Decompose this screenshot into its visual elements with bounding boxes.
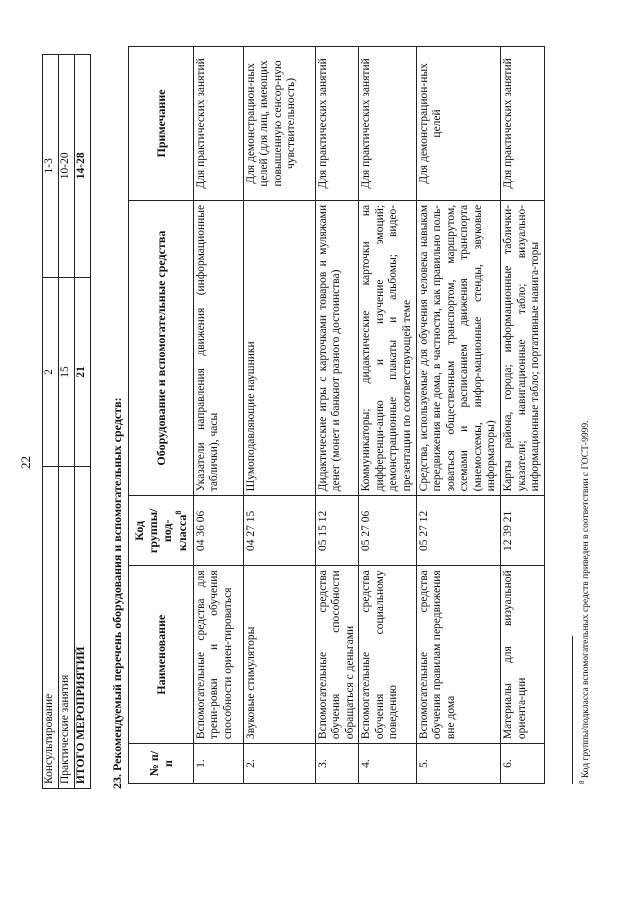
cell-num: 5. bbox=[416, 744, 500, 784]
table-row bbox=[59, 55, 75, 789]
cell-code: 04 27 15 bbox=[243, 496, 315, 566]
header-equipment: Оборудование и вспомогательные средства bbox=[129, 200, 194, 495]
cell-code: 05 27 06 bbox=[359, 496, 416, 566]
cell-note: Для демонстрацион-ных целей (для лиц, имеющих повышенную сенсор-ную чувствительность) bbox=[243, 47, 315, 201]
cell-name: Материалы для визуальной ориента-ции bbox=[500, 566, 544, 744]
row-label: Практические занятия bbox=[59, 467, 75, 789]
cell-num: 2. bbox=[243, 744, 315, 784]
footnote-text: Код группы/подкласса вспомогательных средств приведен в соответствии с ГОСТ-9999. bbox=[581, 420, 592, 779]
cell-num: 1. bbox=[193, 744, 243, 784]
header-code: Код группы/под-класса$^8$ bbox=[129, 496, 194, 566]
table-row bbox=[193, 47, 243, 784]
cell-equipment: Средства, используемые для обучения человека навыкам передвижения вне дома, в частности, как правильно поль-зоваться общественным транспортом, маршрутом, схемами и расписанием движения транспорта (мнемосхемы, инфор-мационные стенды, звуковые информаторы) bbox=[416, 200, 500, 495]
cell-name: Звуковые стимуляторы bbox=[243, 566, 315, 744]
cell-equipment: Карты района, города; информационные таблички-указатели; навигационные табло; визуально-информационные табло; портативные навига-торы bbox=[500, 200, 544, 495]
footnote bbox=[578, 421, 591, 784]
cell-name: Вспомогательные средства обучения способности обращаться с деньгами bbox=[315, 566, 359, 744]
table-row bbox=[500, 47, 544, 784]
cell-note: Для практических занятий bbox=[315, 47, 359, 201]
header-note: Примечание bbox=[129, 47, 194, 201]
cell-code: 04 36 06 bbox=[193, 496, 243, 566]
row-label: ИТОГО МЕРОПРИЯТИЙ bbox=[75, 467, 91, 789]
cell-note: Для демонстрацион-ных целей bbox=[416, 47, 500, 201]
table-row bbox=[359, 47, 416, 784]
table-row bbox=[315, 47, 359, 784]
row-value: 15 bbox=[59, 277, 75, 467]
row-range: 10-20 bbox=[59, 55, 75, 278]
header-num: № п/п bbox=[129, 744, 194, 784]
footnote-marker: 8 bbox=[578, 780, 586, 784]
cell-equipment: Указатели направления движения (информационные таблички), часы bbox=[193, 200, 243, 495]
cell-num: 6. bbox=[500, 744, 544, 784]
row-value: 2 bbox=[43, 277, 59, 467]
cell-code: 05 27 12 bbox=[416, 496, 500, 566]
cell-equipment: Коммуникаторы; дидактические карточки на дифференци-ацию и изучение эмоций; демонстрационные плакаты и альбомы; видео-презентации по соответствующей теме bbox=[359, 200, 416, 495]
cell-name: Вспомогательные средства обучения социальному поведению bbox=[359, 566, 416, 744]
table-row bbox=[416, 47, 500, 784]
row-label: Консультирование bbox=[43, 467, 59, 789]
row-value: 21 bbox=[75, 277, 91, 467]
cell-note: Для практических занятий bbox=[193, 47, 243, 201]
cell-code: 05 15 12 bbox=[315, 496, 359, 566]
section-title: 23. Рекомендуемый перечень оборудования и вспомогательных средств: bbox=[110, 397, 124, 789]
cell-note: Для практических занятий bbox=[500, 47, 544, 201]
footnote-marker: 8 bbox=[174, 510, 184, 515]
cell-note: Для практических занятий bbox=[359, 47, 416, 201]
cell-code: 12 39 21 bbox=[500, 496, 544, 566]
cell-equipment: Шумоподавляющие наушники bbox=[243, 200, 315, 495]
cell-equipment: Дидактические игры с карточками товаров и муляжами денег (монет и банкнот разного достоинства) bbox=[315, 200, 359, 495]
table-row-total bbox=[75, 55, 91, 789]
row-range: 1-3 bbox=[43, 55, 59, 278]
footnote-separator bbox=[572, 636, 573, 784]
cell-name: Вспомогательные средства для трени-ровки и обучения способности ориен-тироваться bbox=[193, 566, 243, 744]
cell-num: 4. bbox=[359, 744, 416, 784]
table-row bbox=[243, 47, 315, 784]
header-row bbox=[129, 47, 194, 784]
cell-num: 3. bbox=[315, 744, 359, 784]
equipment-table bbox=[128, 46, 545, 784]
cell-name: Вспомогательные средства обучения правилам передвижения вне дома bbox=[416, 566, 500, 744]
page-number: 22 bbox=[18, 456, 33, 469]
summary-table bbox=[42, 54, 91, 789]
row-range: 14-28 bbox=[75, 55, 91, 278]
table-row bbox=[43, 55, 59, 789]
header-name: Наименование bbox=[129, 566, 194, 744]
